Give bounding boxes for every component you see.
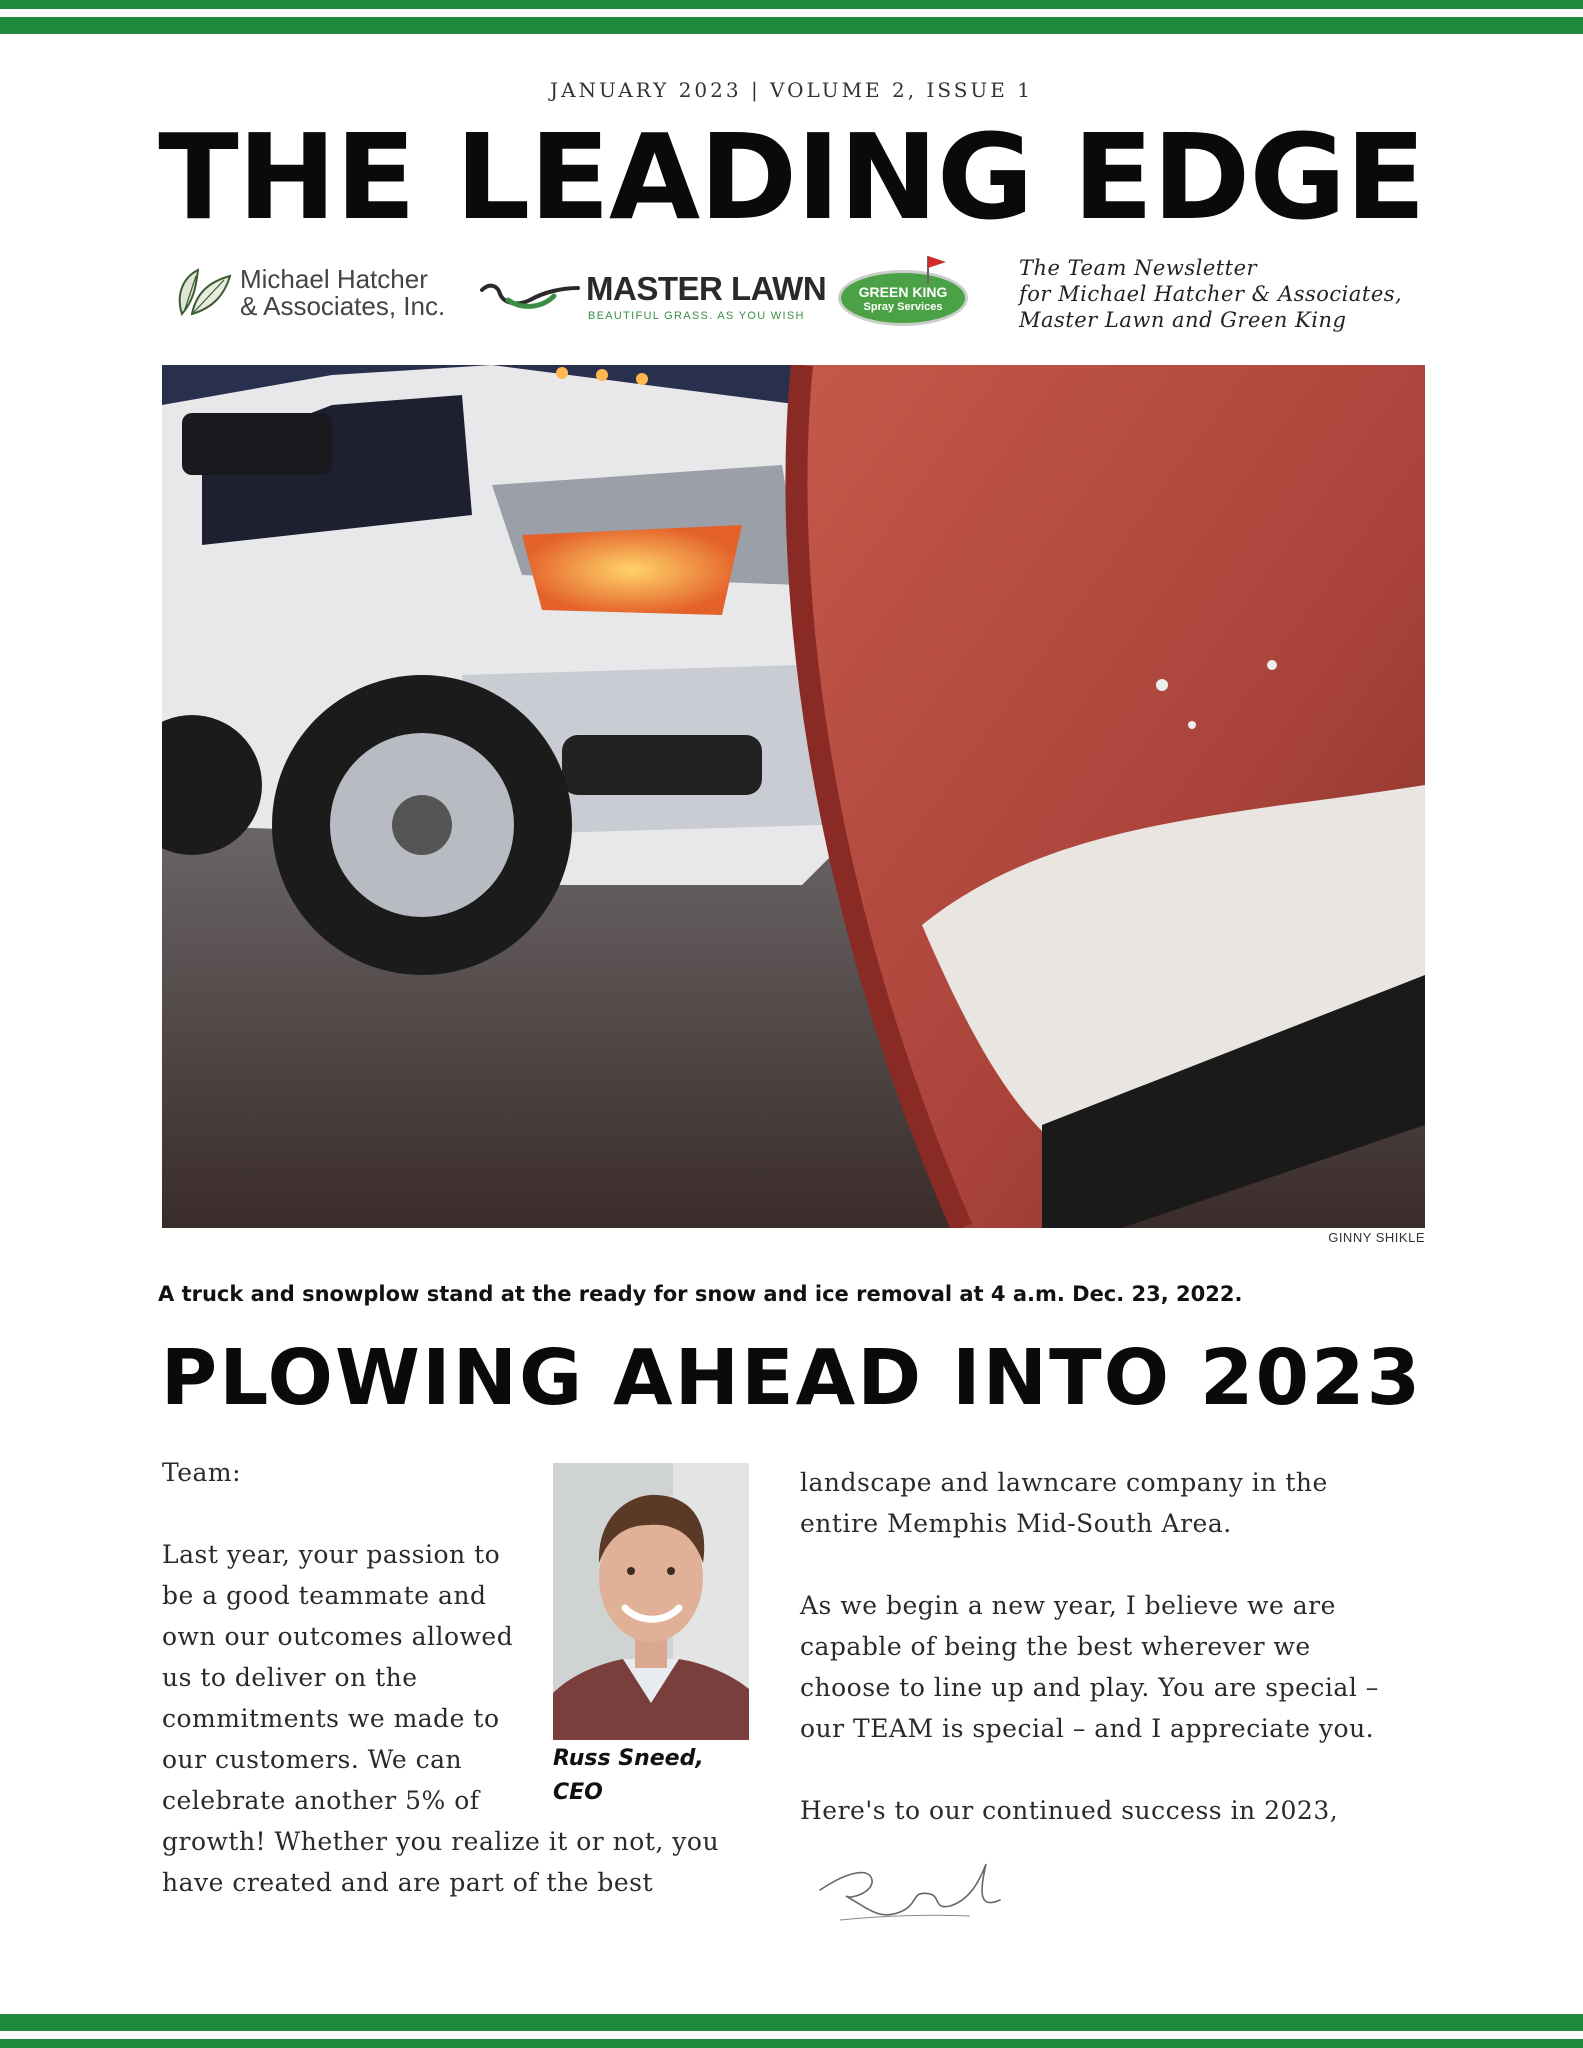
truck-plow-illustration [162, 365, 1425, 1228]
tagline-line3: Master Lawn and Green King [1019, 308, 1347, 332]
hero-photo-truck-snowplow [162, 365, 1425, 1228]
green-king-subtitle: Spray Services [863, 301, 943, 313]
article-line: capable of being the best wherever we [800, 1632, 1311, 1661]
portrait-caption [553, 1742, 753, 1810]
ceo-signature [810, 1850, 1010, 1930]
article-line: growth! Whether you realize it or not, you [162, 1827, 720, 1856]
portrait-name: Russ Sneed, [553, 1746, 704, 1771]
top-stripe-2 [0, 17, 1583, 34]
bottom-stripe-1 [0, 2014, 1583, 2031]
article-line: have created and are part of the best [162, 1868, 654, 1897]
master-lawn-tagline: BEAUTIFUL GRASS. AS YOU WISH [588, 310, 805, 322]
tagline-line2: for Michael Hatcher & Associates, [1019, 282, 1403, 306]
bottom-stripe-2 [0, 2039, 1583, 2048]
article-line: commitments we made to [162, 1704, 500, 1733]
article-line: landscape and lawncare company in the [800, 1468, 1328, 1497]
golf-flag-icon [924, 254, 948, 284]
portrait-illustration [553, 1463, 749, 1740]
article-line: celebrate another 5% of [162, 1786, 480, 1815]
article-line: our TEAM is special – and I appreciate you. [800, 1714, 1375, 1743]
photo-caption: A truck and snowplow stand at the ready for snow and ice removal at 4 a.m. Dec. 23, 2022. [158, 1282, 1243, 1306]
article-line: us to deliver on the [162, 1663, 418, 1692]
article-line: entire Memphis Mid-South Area. [800, 1509, 1232, 1538]
tagline-line1: The Team Newsletter [1019, 256, 1258, 280]
green-king-name: GREEN KING [858, 284, 948, 300]
mh-logo-line1: Michael Hatcher [240, 264, 428, 294]
issue-dateline: JANUARY 2023 | VOLUME 2, ISSUE 1 [550, 78, 1033, 102]
article-line: As we begin a new year, I believe we are [800, 1591, 1336, 1620]
green-king-logo [838, 268, 972, 328]
newsletter-title: THE LEADING EDGE [158, 108, 1425, 246]
article-line: own our outcomes allowed [162, 1622, 514, 1651]
mh-logo-line2: & Associates, Inc. [240, 291, 446, 321]
michael-hatcher-logo [174, 262, 474, 322]
article-greeting: Team: [162, 1458, 242, 1487]
master-lawn-name: MASTER LAWN [586, 270, 827, 307]
article-line: Last year, your passion to [162, 1540, 501, 1569]
lamp-logo-icon [478, 276, 582, 314]
photo-credit: GINNY SHIKLE [1328, 1230, 1425, 1245]
article-line: our customers. We can [162, 1745, 463, 1774]
top-stripe-1 [0, 0, 1583, 9]
article-narrow-lines [162, 1534, 542, 1821]
newsletter-tagline [1019, 255, 1439, 333]
leaf-logo-icon [174, 266, 234, 318]
article-headline: PLOWING AHEAD INTO 2023 [160, 1334, 1423, 1423]
portrait-title: CEO [553, 1780, 603, 1805]
article-right-column [800, 1462, 1440, 1831]
article-line: be a good teammate and [162, 1581, 487, 1610]
master-lawn-logo [478, 270, 827, 326]
article-line: choose to line up and play. You are special – [800, 1673, 1379, 1702]
ceo-portrait [553, 1463, 749, 1740]
article-closing: Here's to our continued success in 2023, [800, 1796, 1339, 1825]
